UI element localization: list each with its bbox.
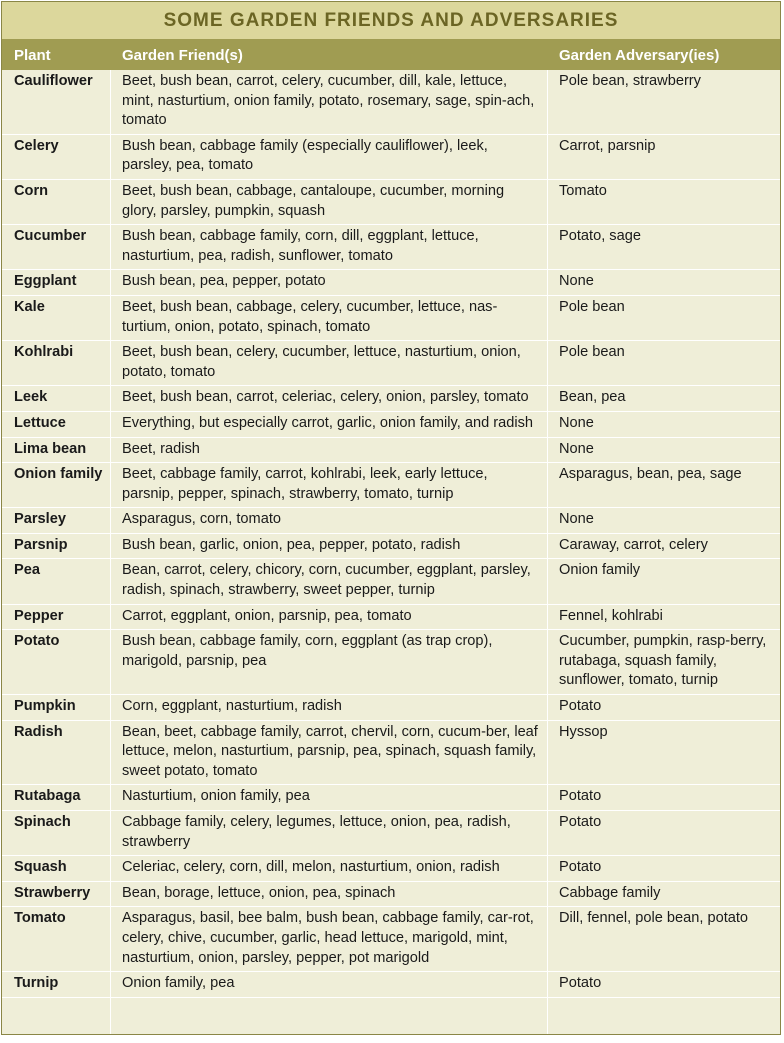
table-row [2,70,780,135]
plant-cell: Strawberry [2,882,111,907]
table-row [2,721,780,786]
table-row [2,180,780,225]
table-row [2,225,780,270]
plant-cell: Potato [2,630,111,694]
friends-cell: Beet, bush bean, cabbage, celery, cucumber, lettuce, nas-turtium, onion, potato, spinach, tomato [111,296,548,340]
table-row [2,605,780,631]
plant-cell: Cucumber [2,225,111,269]
table-row [2,882,780,908]
plant-cell: Eggplant [2,270,111,295]
friends-cell: Bean, carrot, celery, chicory, corn, cucumber, eggplant, parsley, radish, spinach, strawberry, sweet pepper, turnip [111,559,548,603]
table-row [2,135,780,180]
friends-cell: Corn, eggplant, nasturtium, radish [111,695,548,720]
plant-cell: Tomato [2,907,111,971]
adversaries-cell: Asparagus, bean, pea, sage [559,466,742,483]
friends-cell: Beet, bush bean, celery, cucumber, lettuce, nasturtium, onion, potato, tomato [111,341,548,385]
friends-cell: Nasturtium, onion family, pea [111,785,548,810]
friends-cell: Everything, but especially carrot, garlic, onion family, and radish [111,412,548,437]
table-row [2,412,780,438]
table-row [2,630,780,695]
table-row [2,972,780,998]
header-adversaries: Garden Adversary(ies) [559,47,720,64]
table-row [2,811,780,856]
adversaries-cell: Pole bean [559,344,625,361]
plant-cell: Pumpkin [2,695,111,720]
plant-cell: Leek [2,386,111,411]
friends-cell: Beet, bush bean, cabbage, cantaloupe, cucumber, morning glory, parsley, pumpkin, squash [111,180,548,224]
friends-cell: Bush bean, pea, pepper, potato [111,270,548,295]
adversaries-cell: Tomato [559,182,607,199]
adversaries-cell: Fennel, kohlrabi [559,607,663,624]
adversaries-cell: Hyssop [559,723,608,740]
friends-cell: Bean, beet, cabbage family, carrot, chervil, corn, cucum-ber, leaf lettuce, melon, nasturtium, parsnip, pea, spinach, squash family, sweet potato, tomato [111,721,548,785]
plant-cell: Lima bean [2,438,111,463]
plant-cell: Corn [2,180,111,224]
adversaries-cell: Potato, sage [559,228,641,245]
friends-cell: Onion family, pea [111,972,548,997]
adversaries-cell: Potato [559,788,602,805]
table-title: SOME GARDEN FRIENDS AND ADVERSARIES [2,2,780,39]
adversaries-cell: Caraway, carrot, celery [559,536,708,553]
table-row [2,508,780,534]
plant-cell: Spinach [2,811,111,855]
plant-cell: Parsley [2,508,111,533]
plant-cell: Kohlrabi [2,341,111,385]
table-row [2,534,780,560]
table-row [2,341,780,386]
table-row [2,438,780,464]
plant-cell: Radish [2,721,111,785]
garden-table [1,1,781,1035]
plant-cell: Kale [2,296,111,340]
adversaries-cell: Onion family [559,562,641,579]
plant-cell: Pea [2,559,111,603]
adversaries-cell: Bean, pea [559,389,626,406]
adversaries-cell: Carrot, parsnip [559,137,656,154]
friends-cell: Carrot, eggplant, onion, parsnip, pea, tomato [111,605,548,630]
adversaries-cell: None [559,511,594,528]
adversaries-cell: Potato [559,698,602,715]
header-plant: Plant [14,47,51,64]
adversaries-cell: Potato [559,859,602,876]
plant-cell: Celery [2,135,111,179]
table-header [2,39,780,70]
plant-cell: Turnip [2,972,111,997]
adversaries-cell: None [559,414,594,431]
table-row [2,785,780,811]
adversaries-cell: None [559,440,594,457]
header-friends: Garden Friend(s) [122,47,243,64]
plant-cell: Rutabaga [2,785,111,810]
adversaries-cell: None [559,273,594,290]
adversaries-cell: Potato [559,814,602,830]
table-row [2,386,780,412]
adversaries-cell: Cabbage family [559,884,661,901]
plant-cell: Cauliflower [2,70,111,134]
plant-cell: Squash [2,856,111,881]
plant-cell: Pepper [2,605,111,630]
adversaries-cell: Potato [559,975,602,992]
friends-cell: Beet, bush bean, carrot, celeriac, celery, onion, parsley, tomato [111,386,548,411]
friends-cell: Cabbage family, celery, legumes, lettuce, onion, pea, radish, strawberry [111,811,548,855]
friends-cell: Beet, radish [111,438,548,463]
table-row [2,296,780,341]
adversaries-cell: Pole bean, strawberry [559,73,701,89]
friends-cell: Bush bean, cabbage family, corn, eggplant (as trap crop), marigold, parsnip, pea [111,630,548,694]
adversaries-cell: Cucumber, pumpkin, rasp-berry, rutabaga, squash family, sunflower, tomato, turnip [559,633,767,689]
friends-cell: Beet, cabbage family, carrot, kohlrabi, leek, early lettuce, parsnip, pepper, spinach, strawberry, tomato, turnip [111,463,548,507]
friends-cell: Asparagus, corn, tomato [111,508,548,533]
friends-cell: Asparagus, basil, bee balm, bush bean, cabbage family, car-rot, celery, chive, cucumber, garlic, head lettuce, marigold, mint, nasturtium, onion, parsley, pepper, pot marigold [111,907,548,971]
adversaries-cell: Dill, fennel, pole bean, potato [559,910,749,927]
table-row [2,270,780,296]
plant-cell: Onion family [2,463,111,507]
table-body [2,70,780,1035]
table-row [2,559,780,604]
table-row [2,856,780,882]
adversaries-cell: Pole bean [559,298,625,315]
friends-cell: Celeriac, celery, corn, dill, melon, nasturtium, onion, radish [111,856,548,881]
table-row [2,463,780,508]
friends-cell: Bush bean, cabbage family, corn, dill, eggplant, lettuce, nasturtium, pea, radish, sunflower, tomato [111,225,548,269]
friends-cell: Bean, borage, lettuce, onion, pea, spinach [111,882,548,907]
table-filler [2,998,780,1035]
plant-cell: Lettuce [2,412,111,437]
table-row [2,907,780,972]
friends-cell: Beet, bush bean, carrot, celery, cucumber, dill, kale, lettuce, mint, nasturtium, onion family, potato, rosemary, sage, spin-ach, tomato [111,70,548,134]
plant-cell: Parsnip [2,534,111,559]
table-row [2,695,780,721]
friends-cell: Bush bean, garlic, onion, pea, pepper, potato, radish [111,534,548,559]
friends-cell: Bush bean, cabbage family (especially cauliflower), leek, parsley, pea, tomato [111,135,548,179]
